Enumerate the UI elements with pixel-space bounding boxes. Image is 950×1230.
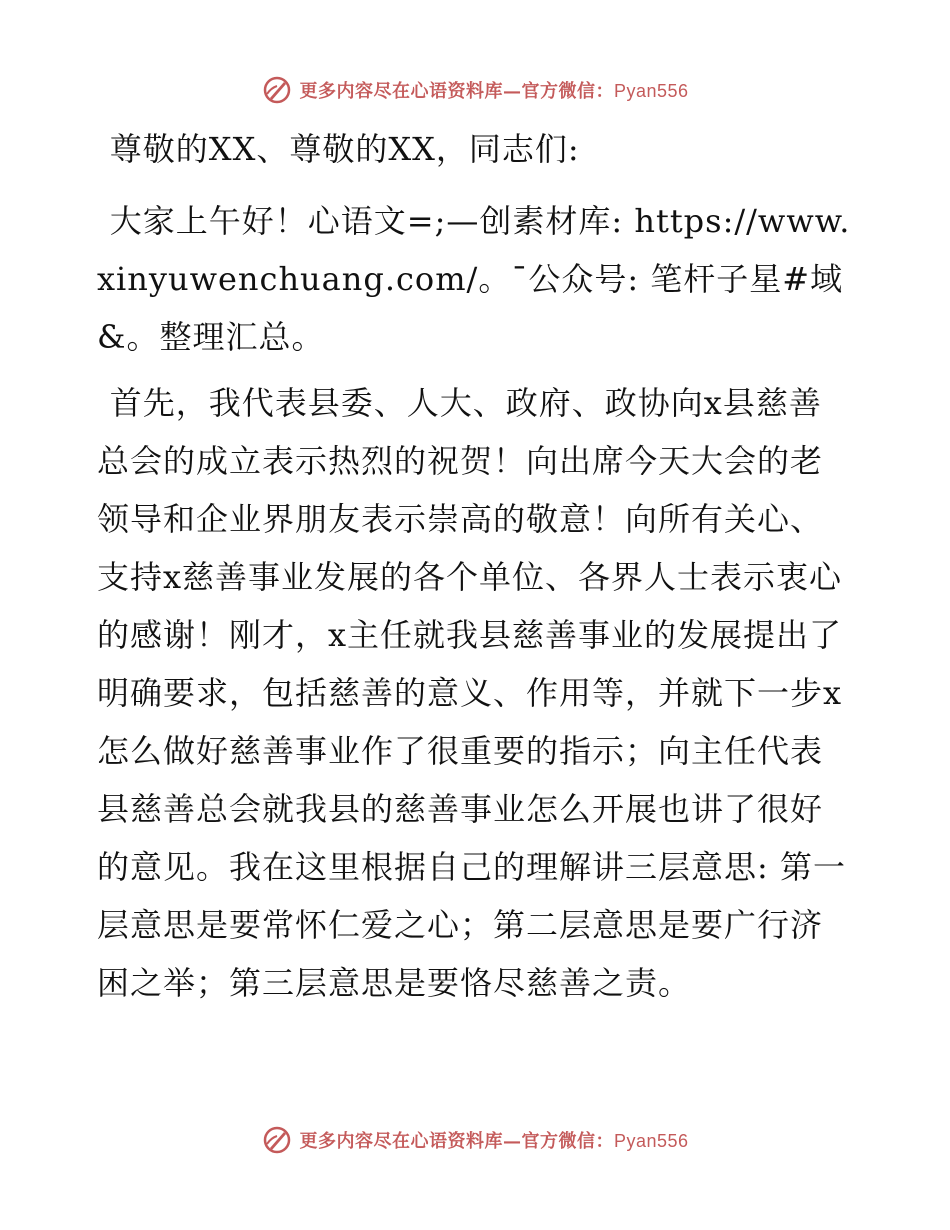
document-body [97, 120, 853, 1020]
banner-text [299, 77, 688, 103]
quill-pen-logo-icon [261, 74, 293, 106]
quill-pen-logo-icon [261, 1124, 293, 1156]
greeting-paragraph: 大家上午好！心语文=;—创素材库: https://www.xinyuwenchuang.com/。¯公众号: 笔杆子星#域&。整理汇总。 [97, 202, 851, 356]
banner-account: Pyan556 [613, 1131, 689, 1151]
footer-banner [0, 1120, 950, 1160]
body-paragraph: 首先，我代表县委、人大、政府、政协向x县慈善总会的成立表示热烈的祝贺！向出席今天大会的老领导和企业界朋友表示崇高的敬意！向所有关心、支持x慈善事业发展的各个单位、各界人士表示衷心的感谢！刚才，x主任就我县慈善事业的发展提出了明确要求，包括慈善的意义、作用等，并就下一步x怎么做好慈善事业作了很重要的指示；向主任代表县慈善总会就我县的慈善事业怎么开展也讲了很好的意见。我在这里根据自己的理解讲三层意思: 第一层意思是要常怀仁爱之心；第二层意思是要广行济困之举；第三层意思是要恪尽慈善之责。 [97, 384, 846, 1002]
banner-account: Pyan556 [613, 81, 689, 101]
header-banner [0, 70, 950, 110]
banner-main-text: 更多内容尽在心语资料库—官方微信： [299, 81, 614, 102]
salutation-paragraph: 尊敬的XX、尊敬的XX，同志们: [109, 130, 580, 168]
banner-text [299, 1127, 688, 1153]
banner-main-text: 更多内容尽在心语资料库—官方微信： [299, 1131, 614, 1152]
